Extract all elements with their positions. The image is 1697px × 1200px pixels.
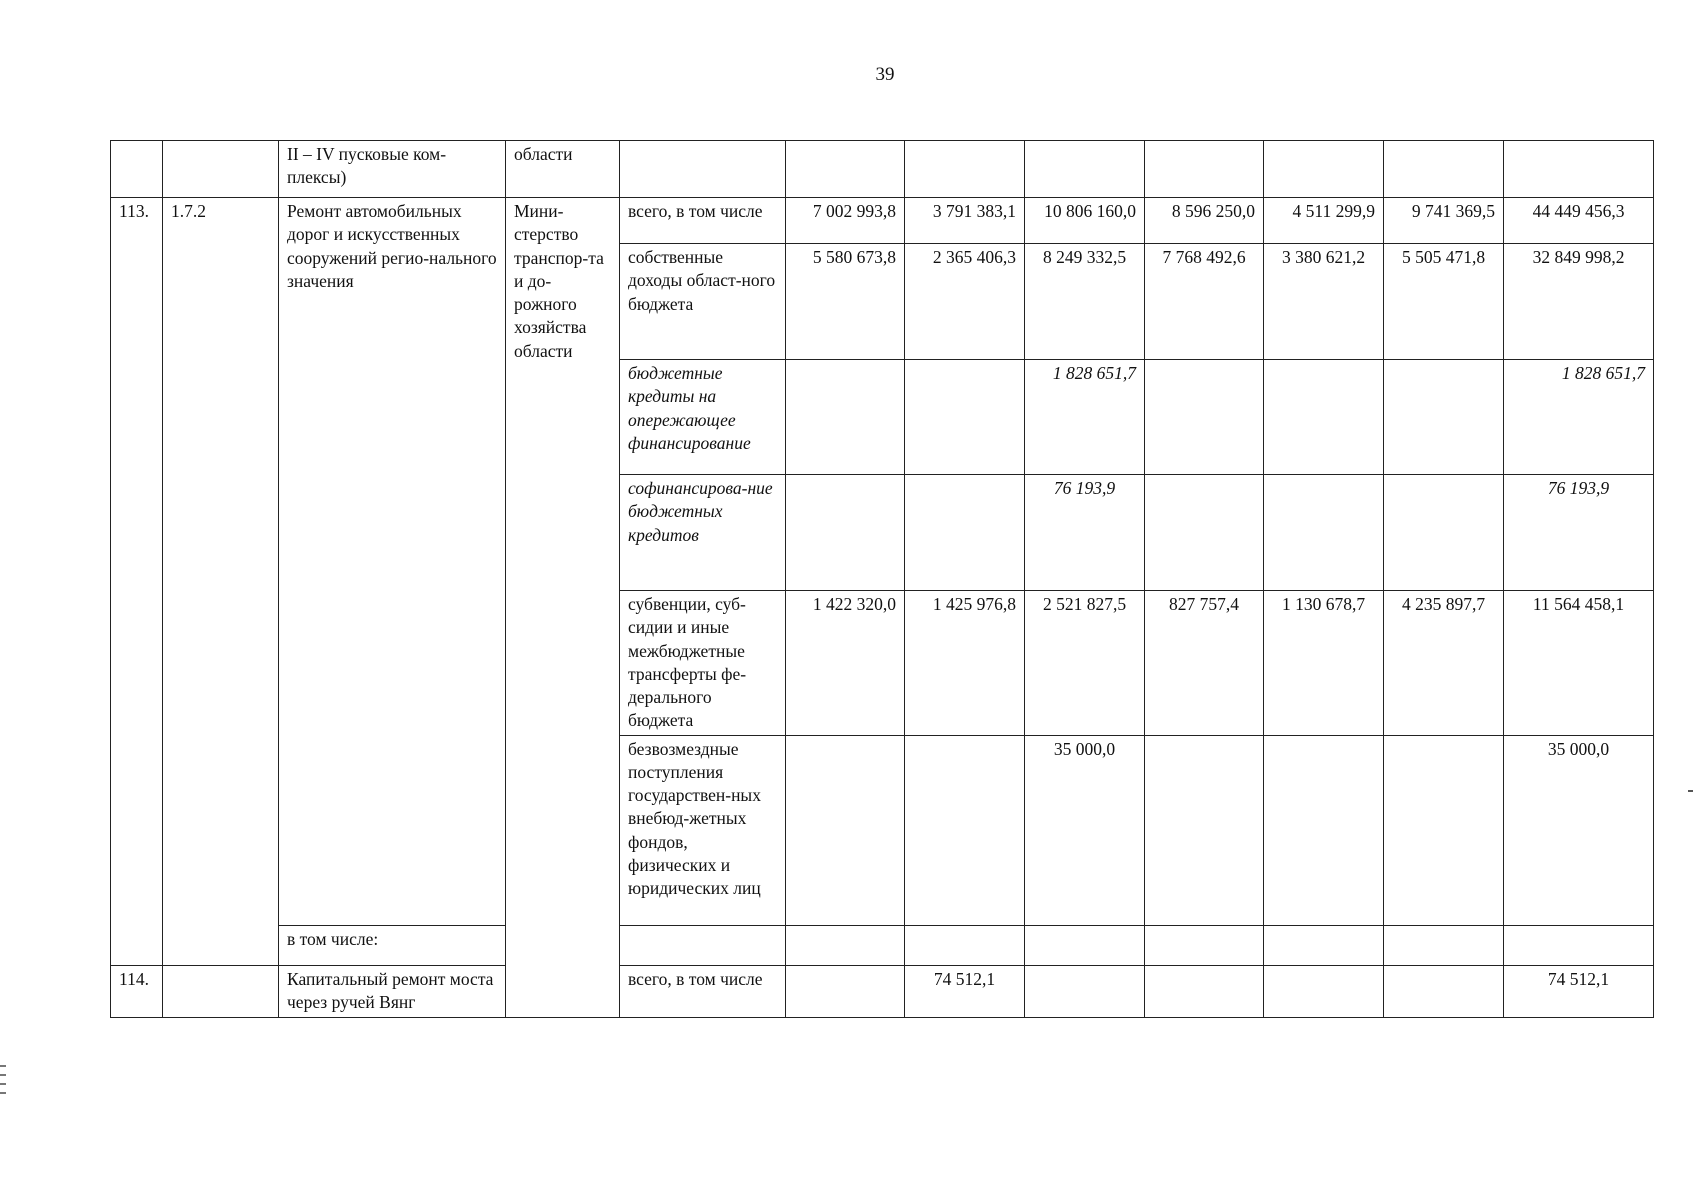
funding-source: безвозмездные поступления государствен-ных внебюд-жетных фондов, физических и юридических лиц (620, 735, 786, 925)
value-cell (1264, 475, 1384, 591)
value-cell: 74 512,1 (905, 965, 1025, 1017)
value-cell: 2 521 827,5 (1025, 591, 1145, 736)
binding-marks (0, 1065, 6, 1101)
value-cell: 1 422 320,0 (786, 591, 905, 736)
value-cell: 9 741 369,5 (1384, 198, 1504, 244)
binding-mark (0, 1092, 6, 1094)
value-cell (1145, 965, 1264, 1017)
value-cell: 7 002 993,8 (786, 198, 905, 244)
continuation-row (111, 141, 1654, 198)
sub-items-note: в том числе: (279, 925, 506, 965)
item-code (163, 965, 279, 1017)
funding-source: собственные доходы област-ного бюджета (620, 244, 786, 360)
value-cell: 1 130 678,7 (1264, 591, 1384, 736)
value-cell: 3 380 621,2 (1264, 244, 1384, 360)
table-row (111, 965, 1654, 1017)
value-cell (1025, 925, 1145, 965)
value-cell (1384, 965, 1504, 1017)
value-cell (1384, 141, 1504, 198)
program-budget-table (110, 140, 1654, 1018)
executor-name: Мини-стерство транспор-та и до-рожного хозяйства области (506, 198, 620, 1018)
value-cell: 4 235 897,7 (1384, 591, 1504, 736)
value-cell: 1 425 976,8 (905, 591, 1025, 736)
value-cell (1145, 735, 1264, 925)
value-cell (1264, 925, 1384, 965)
binding-mark (0, 1074, 6, 1076)
value-cell (786, 360, 905, 475)
funding-source: всего, в том числе (620, 965, 786, 1017)
value-cell (1025, 965, 1145, 1017)
total-value-cell: 74 512,1 (1504, 965, 1654, 1017)
funding-source: субвенции, суб-сидии и иные межбюджетные трансферты фе-дерального бюджета (620, 591, 786, 736)
value-cell: 10 806 160,0 (1025, 198, 1145, 244)
value-cell: 827 757,4 (1145, 591, 1264, 736)
source-cell (620, 925, 786, 965)
activity-name: Капитальный ремонт моста через ручей Вянг (279, 965, 506, 1017)
value-cell: 8 596 250,0 (1145, 198, 1264, 244)
value-cell: 1 828 651,7 (1025, 360, 1145, 475)
value-cell (1025, 141, 1145, 198)
value-cell (1145, 360, 1264, 475)
total-value-cell: 35 000,0 (1504, 735, 1654, 925)
value-cell (786, 475, 905, 591)
value-cell (1145, 141, 1264, 198)
value-cell (1264, 141, 1384, 198)
value-cell (786, 965, 905, 1017)
value-cell (1384, 735, 1504, 925)
page-number: 39 (875, 64, 895, 85)
executor-cell: области (506, 141, 620, 198)
value-cell (1264, 965, 1384, 1017)
value-cell: 35 000,0 (1025, 735, 1145, 925)
value-cell: 5 580 673,8 (786, 244, 905, 360)
value-cell: 76 193,9 (1025, 475, 1145, 591)
code-cell (163, 141, 279, 198)
value-cell: 4 511 299,9 (1264, 198, 1384, 244)
value-cell: 7 768 492,6 (1145, 244, 1264, 360)
value-cell: 2 365 406,3 (905, 244, 1025, 360)
funding-source: бюджетные кредиты на опережающее финансирование (620, 360, 786, 475)
value-cell (1384, 475, 1504, 591)
funding-source: софинансирова-ние бюджетных кредитов (620, 475, 786, 591)
value-cell (1264, 735, 1384, 925)
value-cell (1145, 925, 1264, 965)
value-cell: 5 505 471,8 (1384, 244, 1504, 360)
num-cell (111, 141, 163, 198)
binding-mark (0, 1083, 6, 1085)
scan-mark (1688, 790, 1693, 792)
total-value-cell: 11 564 458,1 (1504, 591, 1654, 736)
total-value-cell: 76 193,9 (1504, 475, 1654, 591)
value-cell (1384, 925, 1504, 965)
value-cell (1145, 475, 1264, 591)
value-cell (786, 735, 905, 925)
item-code: 1.7.2 (163, 198, 279, 966)
total-value-cell: 44 449 456,3 (1504, 198, 1654, 244)
total-value-cell: 32 849 998,2 (1504, 244, 1654, 360)
table-row (111, 198, 1654, 244)
source-cell (620, 141, 786, 198)
value-cell: 8 249 332,5 (1025, 244, 1145, 360)
item-number: 113. (111, 198, 163, 966)
total-value-cell: 1 828 651,7 (1504, 360, 1654, 475)
activity-name: Ремонт автомобильных дорог и искусственных сооружений регио-нального значения (279, 198, 506, 926)
value-cell: 3 791 383,1 (905, 198, 1025, 244)
funding-source: всего, в том числе (620, 198, 786, 244)
value-cell (905, 475, 1025, 591)
sub-items-row (111, 925, 1654, 965)
value-cell (905, 360, 1025, 475)
value-cell (786, 141, 905, 198)
value-cell (1504, 925, 1654, 965)
value-cell (1264, 360, 1384, 475)
value-cell (905, 141, 1025, 198)
value-cell (1384, 360, 1504, 475)
value-cell (786, 925, 905, 965)
item-number: 114. (111, 965, 163, 1017)
value-cell (905, 925, 1025, 965)
value-cell (905, 735, 1025, 925)
activity-name-cell: II – IV пусковые ком-плексы) (279, 141, 506, 198)
value-cell (1504, 141, 1654, 198)
binding-mark (0, 1065, 6, 1067)
